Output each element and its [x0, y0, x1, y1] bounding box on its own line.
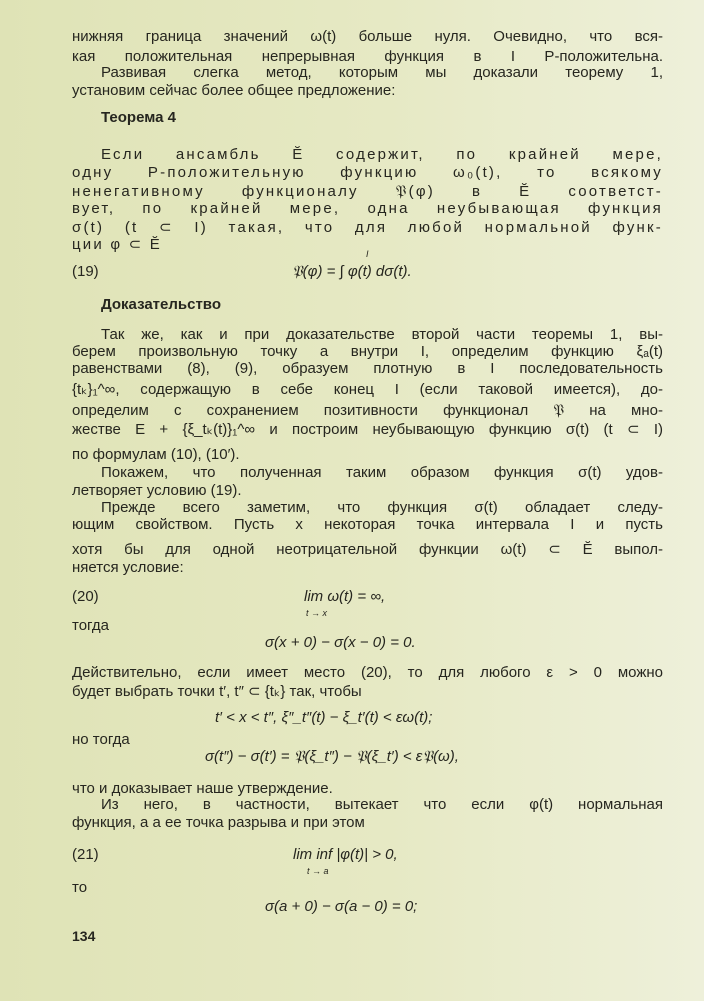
theorem-line: ции φ ⊂ Ĕ — [72, 236, 162, 253]
text-line: но тогда — [72, 731, 130, 748]
text-line: берем произвольную точку a внутри I, определим функцию ξₐ(t) — [72, 343, 663, 360]
equation-label: (21) — [72, 846, 99, 863]
text-line: кая положительная непрерывная функция в I P-положительна. — [72, 48, 663, 65]
equation: σ(x + 0) − σ(x − 0) = 0. — [265, 634, 416, 651]
theorem-line: σ(t) (t ⊂ I) такая, что для любой нормальной функ- — [72, 219, 663, 236]
text-line: Так же, как и при доказательстве второй части теоремы 1, вы- — [101, 326, 663, 343]
text-line: тогда — [72, 617, 109, 634]
proof-heading: Доказательство — [101, 296, 221, 313]
text-line: что и доказывает наше утверждение. — [72, 780, 333, 797]
limit-subscript: t → x — [306, 608, 328, 618]
text-line: летворяет условию (19). — [72, 482, 242, 499]
text-line: няется условие: — [72, 559, 184, 576]
text-line: Развивая слегка метод, которым мы доказали теорему 1, — [101, 64, 663, 81]
text-line: по формулам (10), (10′). — [72, 446, 240, 463]
equation: σ(a + 0) − σ(a − 0) = 0; — [265, 898, 418, 915]
theorem-line: одну P-положительную функцию ω₀(t), то всякому — [72, 164, 663, 181]
theorem-line: ненегативному функционалу 𝔓(φ) в Ĕ соответст- — [72, 183, 663, 200]
limit-subscript: t → a — [307, 866, 329, 876]
text-line: функция, a a ее точка разрыва и при этом — [72, 814, 365, 831]
theorem-line: Если ансамбль Ĕ содержит, по крайней мере, — [101, 146, 663, 163]
text-line: определим с сохранением позитивности функционал 𝔓 на мно- — [72, 402, 663, 419]
text-line: хотя бы для одной неотрицательной функции ω(t) ⊂ Ĕ выпол- — [72, 541, 663, 558]
text-line: Действительно, если имеет место (20), то для любого ε > 0 можно — [72, 664, 663, 681]
equation-19: 𝔓(φ) = ∫ φ(t) dσ(t). — [292, 263, 412, 280]
equation: t′ < x < t″, ξ″_t″(t) − ξ_t′(t) < εω(t); — [215, 709, 433, 726]
equation: σ(t″) − σ(t′) = 𝔓(ξ_t″) − 𝔓(ξ_t′) < ε𝔓(ω), — [205, 748, 459, 765]
text-line: Из него, в частности, вытекает что если φ(t) нормальная — [101, 796, 663, 813]
page-number: 134 — [72, 928, 96, 944]
text-line: будет выбрать точки t′, t″ ⊂ {tₖ} так, чтобы — [72, 683, 362, 700]
text-line: равенствами (8), (9), образуем плотную в I последовательность — [72, 360, 663, 377]
text-line: Прежде всего заметим, что функция σ(t) обладает следу- — [101, 499, 663, 516]
text-line: Покажем, что полученная таким образом функция σ(t) удов- — [101, 464, 663, 481]
theorem-heading: Теорема 4 — [101, 109, 176, 126]
text-line: установим сейчас более общее предложение: — [72, 82, 396, 99]
text-line: жестве E + {ξ_tₖ(t)}₁^∞ и построим неубывающую функцию σ(t) (t ⊂ I) — [72, 421, 663, 438]
theorem-line: вует, по крайней мере, одна неубывающая функция — [72, 200, 663, 217]
equation-20: lim ω(t) = ∞, — [304, 588, 386, 605]
text-line: нижняя граница значений ω(t) больше нуля. Очевидно, что вся- — [72, 28, 663, 45]
text-line: то — [72, 879, 88, 896]
equation-label: (19) — [72, 263, 99, 280]
text-line: {tₖ}₁^∞, содержащую в себе конец I (если таковой имеется), до- — [72, 381, 663, 398]
integral-limit: I — [366, 249, 369, 259]
text-line: ющим свойством. Пусть x некоторая точка интервала I и пусть — [72, 516, 663, 533]
equation-21: lim inf |φ(t)| > 0, — [293, 846, 398, 863]
equation-label: (20) — [72, 588, 99, 605]
